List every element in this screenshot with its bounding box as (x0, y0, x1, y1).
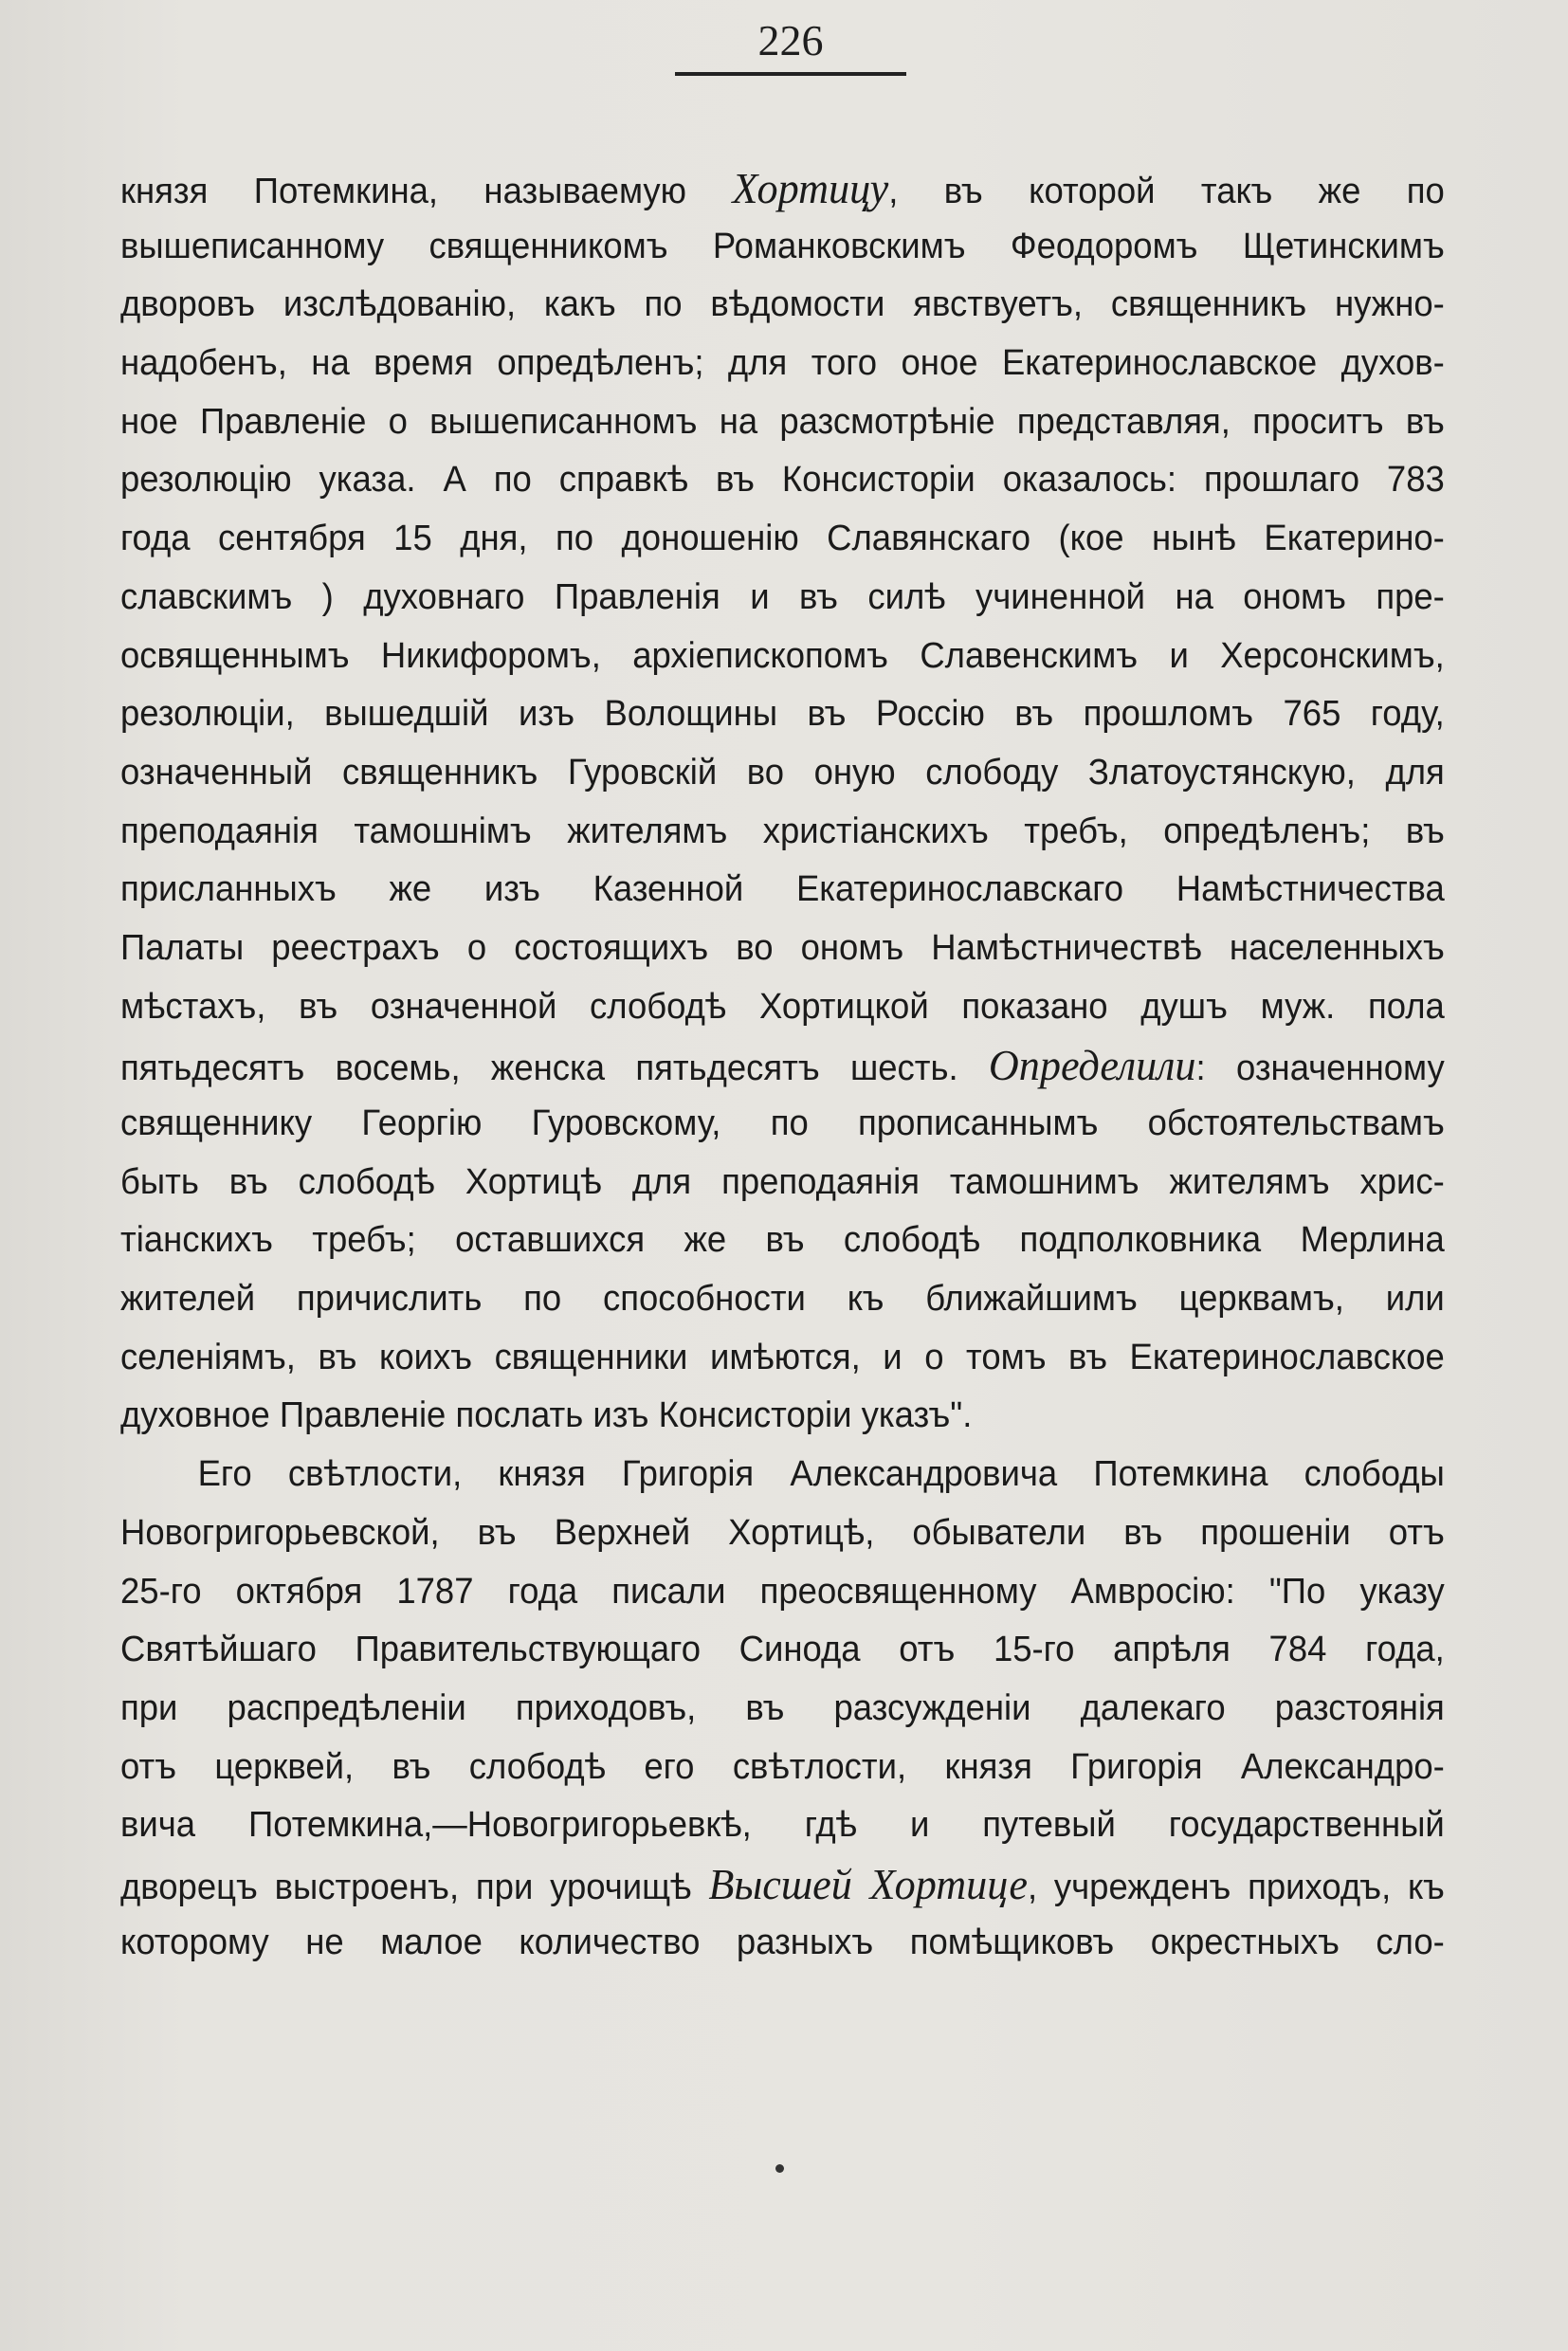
text-line: при распредѣленіи приходовъ, въ разсужденіи далекаго разстоянія (120, 1687, 1445, 1728)
page-number: 226 (757, 16, 824, 64)
text-line: резолюціи, вышедшій изъ Волощины въ Россію въ прошломъ 765 году, (120, 694, 1445, 735)
text-line: жителей причислить по способности къ ближайшимъ церквамъ, или (120, 1279, 1445, 1320)
text-line: дворовъ изслѣдованію, какъ по вѣдомости явствуетъ, священникъ нужно- (120, 284, 1445, 325)
italic-emphasis: Определили (988, 1041, 1196, 1090)
text-line: князя Потемкина, называемую Хортицу, въ которой такъ же по (120, 164, 1445, 212)
text-line: дворецъ выстроенъ, при урочищѣ Высшей Хортице, учрежденъ приходъ, къ (120, 1859, 1445, 1908)
text-line: духовное Правленіе послать изъ Консисторіи указъ". (120, 1395, 973, 1436)
text-line: славскимъ ) духовнаго Правленія и въ силѣ учиненной на ономъ пре- (120, 576, 1445, 617)
italic-emphasis: Высшей Хортице (708, 1859, 1028, 1908)
text-line: 25-го октября 1787 года писали преосвященному Амвросію: "По указу (120, 1571, 1445, 1612)
text-line: означенный священникъ Гуровскій во оную слободу Златоустянскую, для (120, 752, 1445, 793)
text-line: селеніямъ, въ коихъ священники имѣются, и о томъ въ Екатеринославское (120, 1337, 1445, 1377)
print-speck (775, 2164, 784, 2173)
text-line: священнику Георгію Гуровскому, по прописаннымъ обстоятельствамъ (120, 1103, 1445, 1143)
text-line: отъ церквей, въ слободѣ его свѣтлости, князя Григорія Александро- (120, 1746, 1445, 1787)
text-line: мѣстахъ, въ означенной слободѣ Хортицкой показано душъ муж. пола (120, 986, 1445, 1027)
text-line: вышеписанному священникомъ Романковскимъ Феодоромъ Щетинскимъ (120, 226, 1445, 266)
text-line: преподаянія тамошнімъ жителямъ христіанскихъ требъ, опредѣленъ; въ (120, 811, 1445, 851)
text-line: пятьдесятъ восемь, женска пятьдесятъ шесть. Определили: означенному (120, 1041, 1445, 1090)
text-line: тіанскихъ требъ; оставшихся же въ слободѣ подполковника Мерлина (120, 1220, 1445, 1261)
header-rule (675, 72, 906, 76)
text-line: вича Потемкина,—Новогригорьевкѣ, гдѣ и путевый государственный (120, 1805, 1445, 1846)
italic-emphasis: Хортицу (732, 164, 889, 212)
body-text (120, 159, 1445, 1972)
text-line: быть въ слободѣ Хортицѣ для преподаянія тамошнимъ жителямъ хрис- (120, 1161, 1445, 1202)
paragraph (120, 1446, 1445, 1972)
text-line: года сентября 15 дня, по доношенію Славянскаго (кое нынѣ Екатерино- (120, 519, 1445, 559)
text-line: которому не малое количество разныхъ помѣщиковъ окрестныхъ сло- (120, 1922, 1445, 1962)
page-header (675, 13, 906, 76)
text-line: Святѣйшаго Правительствующаго Синода отъ 15-го апрѣля 784 года, (120, 1630, 1445, 1670)
text-line: освященнымъ Никифоромъ, архіепископомъ Славенскимъ и Херсонскимъ, (120, 635, 1445, 676)
text-line: Его свѣтлости, князя Григорія Александровича Потемкина слободы (197, 1454, 1445, 1495)
paragraph (120, 159, 1445, 1446)
text-line: резолюцію указа. А по справкѣ въ Консисторіи оказалось: прошлаго 783 (120, 460, 1445, 501)
text-line: Палаты реестрахъ о состоящихъ во ономъ Намѣстничествѣ населенныхъ (120, 927, 1445, 968)
text-line: присланныхъ же изъ Казенной Екатеринославскаго Намѣстничества (120, 869, 1445, 910)
text-line: ное Правленіе о вышеписанномъ на разсмотрѣніе представляя, проситъ въ (120, 401, 1445, 442)
text-line: надобенъ, на время опредѣленъ; для того оное Екатеринославское духов- (120, 343, 1445, 384)
text-line: Новогригорьевской, въ Верхней Хортицѣ, обыватели въ прошеніи отъ (120, 1512, 1445, 1553)
